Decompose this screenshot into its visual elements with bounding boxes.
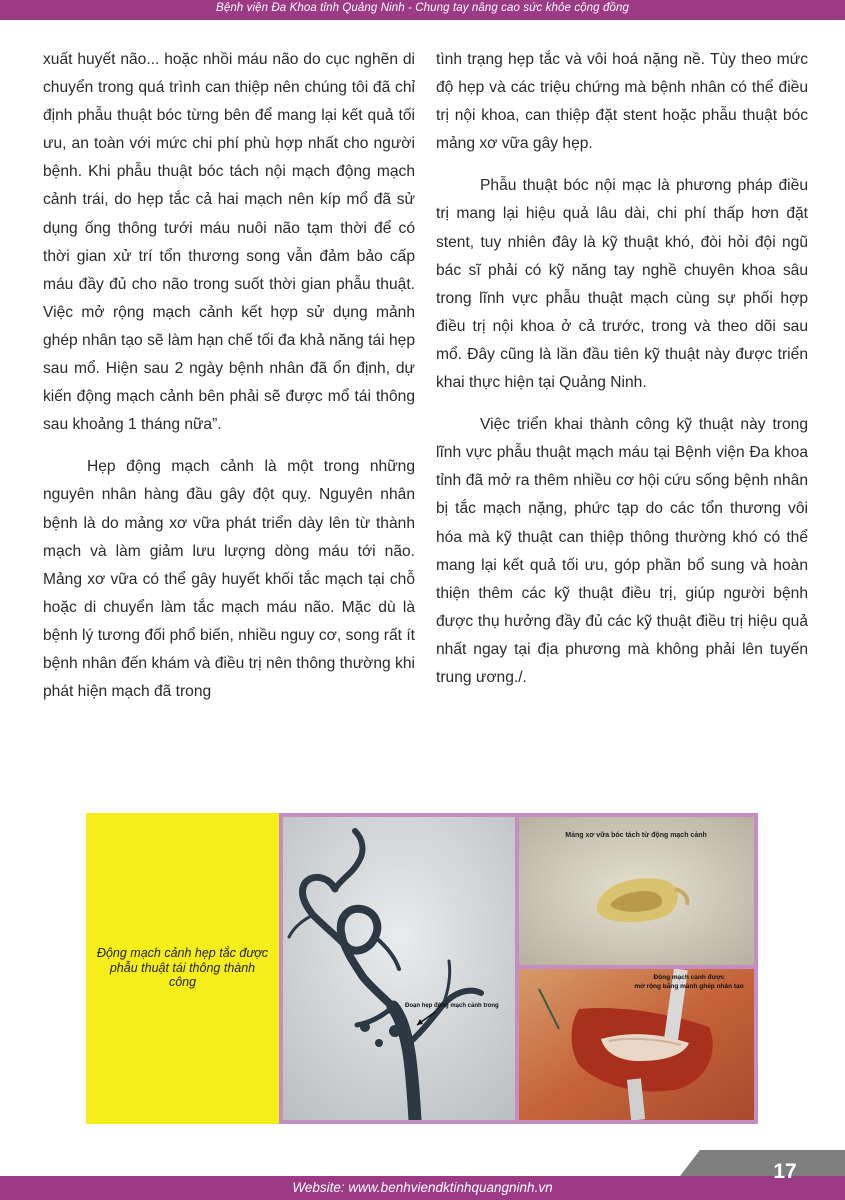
- angiogram-image: [283, 817, 515, 1120]
- photo-collage: [279, 813, 758, 1124]
- header-banner-text: Bệnh viện Đa Khoa tỉnh Quảng Ninh - Chung tay nâng cao sức khỏe cộng đồng: [216, 2, 629, 14]
- surgery-label-line1: Động mạch cảnh được: [653, 974, 725, 981]
- right-column: [436, 46, 808, 692]
- footer-website: Website: www.benhviendktinhquangninh.vn: [292, 1180, 553, 1195]
- plaque-label: Mảng xơ vữa bóc tách từ động mạch cảnh: [565, 832, 707, 839]
- figure-caption-box: [86, 813, 279, 1124]
- surgery-label-line2: mở rộng bằng mảnh ghép nhân tạo: [634, 983, 744, 990]
- paragraph: tình trạng hẹp tắc và vôi hoá nặng nề. Tùy theo mức độ hẹp và các triệu chứng mà bệnh nhân có thể điều trị nội khoa, can thiệp đặt stent hoặc phẫu thuật bóc mảng xơ vữa gây hẹp.: [436, 51, 808, 153]
- plaque-photo: [519, 817, 754, 965]
- paragraph: xuất huyết não... hoặc nhồi máu não do cục nghẽn di chuyển trong quá trình can thiệp nên chúng tôi đã chỉ định phẫu thuật bóc từng bên để mang lại kết quả tối ưu, an toàn với mức chi phí phù hợp nhất cho người bệnh. Khi phẫu thuật bóc tách nội mạch động mạch cảnh trái, do hẹp tắc cả hai mạch nên kíp mổ đã sử dụng ống thông tưới máu nuôi não tạm thời để có thời gian xử trí tổn thương song vẫn đảm bảo cấp máu đầy đủ cho não trong suốt thời gian phẫu thuật. Việc mở rộng mạch cảnh kết hợp sử dụng mảnh ghép nhân tạo sẽ làm hạn chế tối đa khả năng tái hẹp sau mổ. Hiện sau 2 ngày bệnh nhân đã ổn định, dự kiến động mạch cảnh bên phải sẽ được mổ tái thông sau khoảng 1 tháng nữa”.: [43, 51, 415, 434]
- figure: [86, 813, 758, 1124]
- surgery-photo: [519, 969, 754, 1120]
- paragraph: Hẹp động mạch cảnh là một trong những nguyên nhân hàng đầu gây đột quỵ. Nguyên nhân bệnh là do mảng xơ vữa phát triển dày lên từ thành mạch và làm giảm lưu lượng dòng máu tới não. Mảng xơ vữa có thể gây huyết khối tắc mạch tại chỗ hoặc di chuyển làm tắc mạch máu não. Mặc dù là bệnh lý tương đối phổ biến, nhiều nguy cơ, song rất ít bệnh nhân đến khám và điều trị nên thông thường khi phát hiện mạch đã trong: [43, 458, 415, 701]
- left-column: [43, 46, 415, 706]
- page-number: 17: [773, 1160, 797, 1183]
- footer-decoration: [0, 1150, 845, 1176]
- header-banner: [0, 0, 845, 20]
- paragraph: Việc triển khai thành công kỹ thuật này trong lĩnh vực phẫu thuật mạch máu tại Bệnh viện Đa khoa tỉnh đã mở ra thêm nhiều cơ hội cứu sống bệnh nhân bị tắc mạch nặng, phức tạp do các tổn thương vôi hóa mà kỹ thuật can thiệp thông thường khó có thể mang lại kết quả tối ưu, góp phần bổ sung và hoàn thiện thêm các kỹ thuật điều trị, giúp người bệnh được thụ hưởng đầy đủ các kỹ thuật điều trị hiệu quả nhất ngay tại địa phương mà không phải lên tuyến trung ương./.: [436, 416, 808, 686]
- figure-caption: Động mạch cảnh hẹp tắc được phẫu thuật tái thông thành công: [96, 946, 269, 989]
- angio-label: Đoạn hẹp động mạch cảnh trong: [405, 1003, 499, 1009]
- paragraph: Phẫu thuật bóc nội mạc là phương pháp điều trị mang lại hiệu quả lâu dài, chi phí thấp hơn đặt stent, tuy nhiên đây là kỹ thuật khó, đòi hỏi đội ngũ bác sĩ phải có kỹ năng tay nghề chuyên khoa sâu trong lĩnh vực phẫu thuật mạch cùng sự phối hợp điều trị nội khoa ở cả trước, trong và theo dõi sau mổ. Đây cũng là lần đầu tiên kỹ thuật này được triển khai thực hiện tại Quảng Ninh.: [436, 177, 808, 392]
